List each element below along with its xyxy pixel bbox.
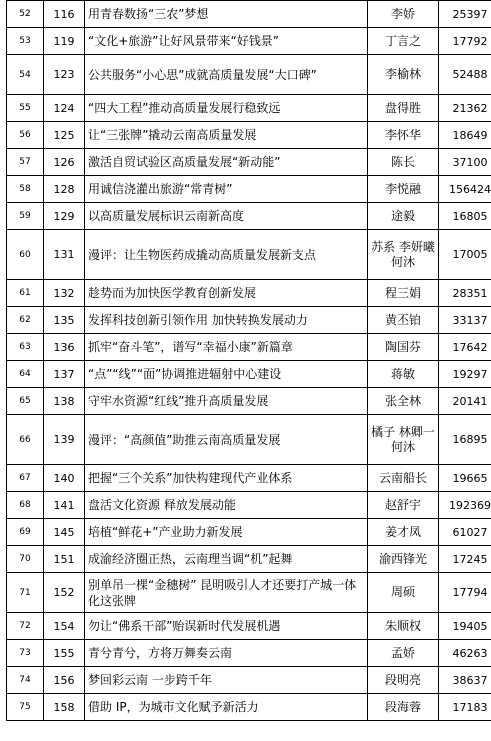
row-index-cell: 63 [7,334,44,361]
views-cell: 17183 [439,694,491,721]
table-row [7,546,491,573]
title-cell: 别单吊一棵“金穗树” 昆明吸引人才还要打产城一体化这张牌 [85,573,368,613]
table-row [7,307,491,334]
views-cell: 17642 [439,334,491,361]
views-cell: 192369 [439,492,491,519]
author-cell: 云南船长 [368,465,439,492]
row-index-cell: 70 [7,546,44,573]
author-cell: 段海蓉 [368,694,439,721]
title-cell: 成渝经济圈正热，云南理当调“机”起舞 [85,546,368,573]
entry-number-cell: 132 [44,280,85,307]
table-row [7,640,491,667]
title-cell: 公共服务“小心思”成就高质量发展“大口碑” [85,55,368,95]
views-cell: 19405 [439,613,491,640]
title-cell: 培植“鲜花+”产业助力新发展 [85,519,368,546]
table-row [7,55,491,95]
author-cell: 陶国芬 [368,334,439,361]
title-cell: 发挥科技创新引领作用 加快转换发展动力 [85,307,368,334]
entry-number-cell: 129 [44,203,85,230]
title-cell: 激活自贸试验区高质量发展“新动能” [85,149,368,176]
title-cell: 以高质量发展标识云南新高度 [85,203,368,230]
table-row [7,519,491,546]
title-cell: 让“三张牌”撬动云南高质量发展 [85,122,368,149]
views-cell: 17005 [439,230,491,280]
table-row [7,388,491,415]
author-cell: 姜才凤 [368,519,439,546]
entry-number-cell: 155 [44,640,85,667]
title-cell: 守牢水资源“红线”推升高质量发展 [85,388,368,415]
row-index-cell: 64 [7,361,44,388]
table-row [7,465,491,492]
row-index-cell: 73 [7,640,44,667]
entry-number-cell: 138 [44,388,85,415]
author-cell: 蒋敏 [368,361,439,388]
table-row [7,230,491,280]
views-cell: 17794 [439,573,491,613]
views-cell: 20141 [439,388,491,415]
entry-number-cell: 152 [44,573,85,613]
table-row [7,1,491,28]
views-cell: 16805 [439,203,491,230]
entry-number-cell: 135 [44,307,85,334]
table-row [7,492,491,519]
entry-number-cell: 156 [44,667,85,694]
table-row [7,573,491,613]
title-cell: 梦回彩云南 一步跨千年 [85,667,368,694]
table-row [7,95,491,122]
row-index-cell: 55 [7,95,44,122]
table-row [7,613,491,640]
views-cell: 46263 [439,640,491,667]
views-cell: 61027 [439,519,491,546]
entry-number-cell: 136 [44,334,85,361]
row-index-cell: 65 [7,388,44,415]
views-cell: 16895 [439,415,491,465]
row-index-cell: 54 [7,55,44,95]
author-cell: 李悦融 [368,176,439,203]
views-cell: 21362 [439,95,491,122]
author-cell: 盘得胜 [368,95,439,122]
author-cell: 渝西锋光 [368,546,439,573]
views-cell: 25397 [439,1,491,28]
views-cell: 17792 [439,28,491,55]
table-row [7,280,491,307]
author-cell: 李怀华 [368,122,439,149]
table-row [7,122,491,149]
views-cell: 38637 [439,667,491,694]
entry-number-cell: 128 [44,176,85,203]
row-index-cell: 68 [7,492,44,519]
views-cell: 156424 [439,176,491,203]
row-index-cell: 52 [7,1,44,28]
table-row [7,694,491,721]
title-cell: 漫评：“高颜值”助推云南高质量发展 [85,415,368,465]
title-cell: 把握“三个关系”加快构建现代产业体系 [85,465,368,492]
author-cell: 途毅 [368,203,439,230]
entry-number-cell: 137 [44,361,85,388]
row-index-cell: 53 [7,28,44,55]
title-cell: 盘活文化资源 释放发展动能 [85,492,368,519]
title-cell: 抓牢“奋斗笔”，谱写“幸福小康”新篇章 [85,334,368,361]
author-cell: 橘子 林卿一 何沐 [368,415,439,465]
entry-number-cell: 145 [44,519,85,546]
table-row [7,176,491,203]
author-cell: 苏系 李妍曦 何沐 [368,230,439,280]
row-index-cell: 60 [7,230,44,280]
row-index-cell: 74 [7,667,44,694]
row-index-cell: 59 [7,203,44,230]
views-cell: 18649 [439,122,491,149]
entry-number-cell: 154 [44,613,85,640]
entry-number-cell: 151 [44,546,85,573]
entry-number-cell: 141 [44,492,85,519]
author-cell: 张全林 [368,388,439,415]
entry-number-cell: 119 [44,28,85,55]
row-index-cell: 57 [7,149,44,176]
author-cell: 李娇 [368,1,439,28]
row-index-cell: 66 [7,415,44,465]
table-body [7,1,491,721]
entry-number-cell: 131 [44,230,85,280]
author-cell: 丁言之 [368,28,439,55]
author-cell: 赵舒宇 [368,492,439,519]
row-index-cell: 62 [7,307,44,334]
author-cell: 陈长 [368,149,439,176]
title-cell: 青兮青兮，方将万舞奏云南 [85,640,368,667]
row-index-cell: 67 [7,465,44,492]
title-cell: 趁势而为加快医学教育创新发展 [85,280,368,307]
title-cell: “点”“线”“面”协调推进辐射中心建设 [85,361,368,388]
row-index-cell: 75 [7,694,44,721]
table-row [7,203,491,230]
entry-number-cell: 123 [44,55,85,95]
author-cell: 周硕 [368,573,439,613]
table-row [7,361,491,388]
title-cell: 漫评：让生物医药成撬动高质量发展新支点 [85,230,368,280]
title-cell: 用青春数扬“三农”梦想 [85,1,368,28]
title-cell: 借助 IP，为城市文化赋予新活力 [85,694,368,721]
title-cell: “四大工程”推动高质量发展行稳致远 [85,95,368,122]
row-index-cell: 56 [7,122,44,149]
row-index-cell: 69 [7,519,44,546]
author-cell: 朱顺权 [368,613,439,640]
views-cell: 28351 [439,280,491,307]
author-cell: 段明亮 [368,667,439,694]
row-index-cell: 58 [7,176,44,203]
entry-number-cell: 140 [44,465,85,492]
views-cell: 33137 [439,307,491,334]
entry-number-cell: 125 [44,122,85,149]
entry-number-cell: 158 [44,694,85,721]
title-cell: 用诚信浇灌出旅游“常青树” [85,176,368,203]
results-table [6,0,491,721]
entry-number-cell: 124 [44,95,85,122]
table-row [7,149,491,176]
views-cell: 19665 [439,465,491,492]
table-row [7,667,491,694]
author-cell: 李榆林 [368,55,439,95]
views-cell: 37100 [439,149,491,176]
author-cell: 孟娇 [368,640,439,667]
author-cell: 黄丕铂 [368,307,439,334]
row-index-cell: 61 [7,280,44,307]
views-cell: 19297 [439,361,491,388]
title-cell: “文化+旅游”让好风景带来“好钱景” [85,28,368,55]
entry-number-cell: 126 [44,149,85,176]
views-cell: 17245 [439,546,491,573]
views-cell: 52488 [439,55,491,95]
entry-number-cell: 139 [44,415,85,465]
row-index-cell: 71 [7,573,44,613]
table-row [7,28,491,55]
author-cell: 程三娟 [368,280,439,307]
row-index-cell: 72 [7,613,44,640]
entry-number-cell: 116 [44,1,85,28]
title-cell: 勿让“佛系干部”贻误新时代发展机遇 [85,613,368,640]
table-row [7,334,491,361]
table-row [7,415,491,465]
